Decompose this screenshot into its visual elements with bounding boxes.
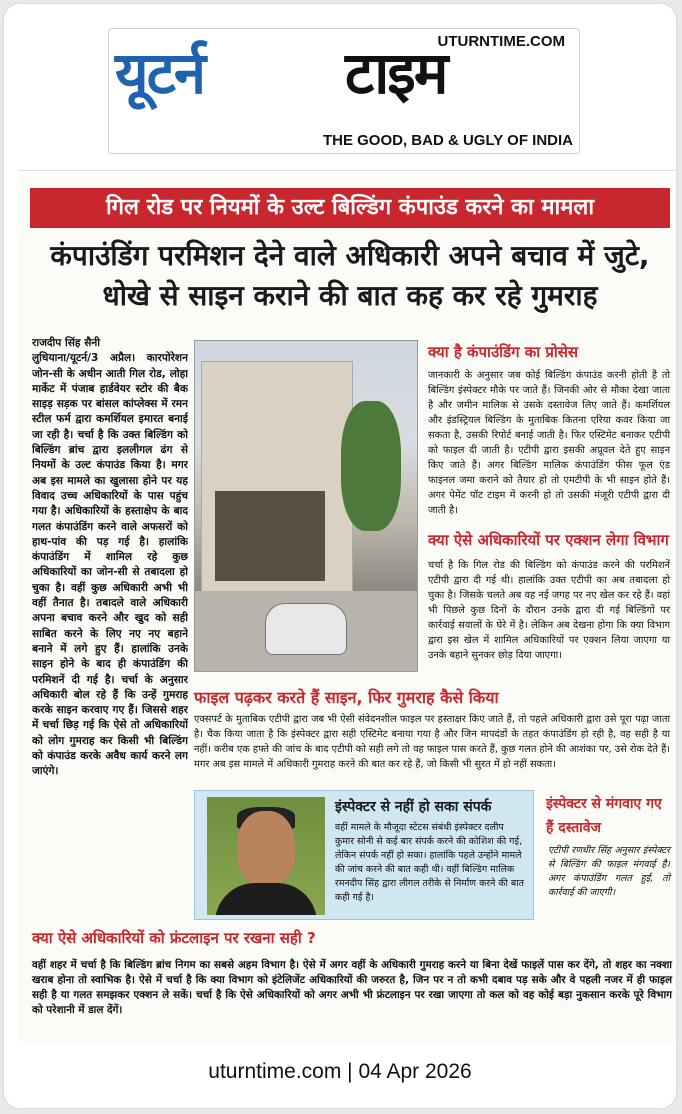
building-photo [194, 340, 418, 672]
section-title-compounding-process: क्या है कंपाउंडिंग का प्रोसेस [428, 343, 579, 361]
portrait-photo [207, 797, 325, 915]
masthead-tagline: THE GOOD, BAD & UGLY OF INDIA [322, 132, 573, 149]
article-body-text: कारपोरेशन जोन-सी के अधीन आती गिल रोड, लोहा मार्केट में पंजाब हार्डवेयर स्टोर की बैक साइड़ सड़क पर बांसल कांप्लेक्स में रमन स्टील फर्म द्वारा कमर्शियल इमारत बनाई जा रही है। चर्चा है कि उक्त बिल्डिंग को बिल्डिंग ब्रांच द्वारा इललीगल ढंग से नियमों के उल्ट कंपाउंड किया है। मगर अब इस मामले का खुलासा होने पर यह विवाद उच्च अधिकारियों के पास पहुंच गया है। अधिकारियों के हस्ताक्षेप के बाद गलत कंपाउंडिंग करने वाले अफसरों को हाथ-पांव की पड़ गई है। हालांकि कंपाउंडिंग में शामिल रहे कुछ अधिकारियों का जोन-सी से तबादला हो चुका है। वहीं कुछ अधिकारी अभी भी वहीं तैनात है। तबादले वाले अधिकारी अपना बचाव करने और खुद को सही साबित करने के लिए नए नए बहाने बनाने में लगे हुए हैं। हालांकि उनके साइन होने के बाद ही कंपाउंडिंग की परमिशनें दी गई है। चर्चा के अनुसार अधिकारी बोल रहे हैं कि उन्हें गुमराह करके साइन करवाए गए हैं। जिससे शहर में चर्चा छिड़ गई कि ऐसे तो अधिकारियों को लोग गुमराह कर किसी भी बिल्डिंग को कंपाउंड करके अवैध कार्य करने लग जाएंगे। [32, 352, 188, 778]
section-text-frontline: वहीं शहर में चर्चा है कि बिल्डिंग ब्रांच निगम का सबसे अहम विभाग है। ऐसे में अगर वहीं के अधिकारी गुमराह करने या बिना देखें फाइलें पास कर देंगे, तो शहर का नक्शा खराब होना तो स्वाभिक है। ऐसे में चर्चा है कि क्या विभाग को इंटेलिजेंट अधिकारियों की जरुरत है, जिन पर न तो कभी दबाव पड़ सके और वे पहली नजर में ही फाइल सही है या गलत समझकर एक्शन ले सकें। चर्चा है कि ऐसे अधिकारियों को अगर अभी भी फ्रंटलाइन पर रखा जाएगा तो कल को वह कोई बड़ा नुकसान करके पूरे विभाग को परेशानी में डाल देंगें। [32, 959, 672, 1016]
newspaper-clipping [18, 176, 676, 1042]
masthead-name-part-1: यूटर्न [115, 39, 205, 107]
masthead-name-part-2: टाइम [345, 39, 447, 107]
section-title-frontline: क्या ऐसे अधिकारियों को फ्रंटलाइन पर रखना सही ? [32, 929, 316, 947]
article-byline: राजदीप सिंह सैनी [32, 337, 101, 349]
inspector-box-text: वहीं मामले के मौजूदा स्टेटस संबंधी इंस्पेक्टर दलीप कुमार सोनी से कई बार संपर्क करने की कोशिश की गई, लेकिन संपर्क नहीं हो सका। हालांकि पहले उन्होंने मामले की जांच करने की बात कही थी। वहीं बिल्डिंग मालिक रमनदीप सिंह द्वारा लीगल तरीके से निर्माण करने की बात कही गई है। [335, 822, 525, 903]
masthead-logo [108, 28, 580, 154]
section-text-compounding-process: जानकारी के अनुसार जब कोई बिल्डिंग कंपाउंड करनी होती है तो बिल्डिंग इंस्पेक्टर मौके पर जाते हैं। जिनकी ओर से मौका देखा जाता है और जमीन मालिक से उसके दस्तावेज लिए जाते हैं। कमर्शियल और इंडस्ट्रियल बिल्डिंग के मुताबिक कितना एरिया कवर किया जा सकता है, उसकी रिपोर्ट बनाई जाती है। फिर एस्टिमेट बनाकर एटीपी को फाइल दी जाती है। एटीपी द्वारा इसकी अप्रूवल देते हुए साइन किए जाते हैं। अगर बिल्डिंग मालिक कंपाउंडिंग फीस फूल एंड फाइनल जमा कराने को तैयार हो तो एमटीपी के भी साइन होते हैं। अगर पेमेंट पॉट टाइम में करनी हो तो उसकी मंजूरी एटीपी द्वारा दी जाती है। [428, 370, 670, 516]
section-title-file-signing: फाइल पढ़कर करते हैं साइन, फिर गुमराह कैसे किया [194, 688, 499, 707]
portrait-body-shape [215, 883, 317, 915]
photo-tree-shape [341, 401, 401, 531]
article-kicker: गिल रोड पर नियमों के उल्ट बिल्डिंग कंपाउंड करने का मामला [30, 188, 670, 228]
section-text-action: चर्चा है कि गिल रोड की बिल्डिंग को कंपाउंड करने की परमिशनें एटीपी द्वारा दी गई थी। हालांकि उक्त एटीपी का अब तबादला हो चुका है। जिसके चलते अब वह नई जगह पर नए खेल कर रहे हैं। वहां भी पिछले कुछ दिनों के दौरान उनके द्वारा दी गई बिल्डिंगों पर कार्रवाई सवालों के घेरे में है। लेकिन अब देखना होगा कि क्या विभाग द्वारा इस खेल में शामिल अधिकारियों पर एक्शन लिया जाएगा या उनके बहाने सुनकर छोड़ दिया जाएगा। [428, 560, 670, 661]
article-dateline: लुधियाना/यूटर्न/3 अप्रैल। [32, 352, 136, 365]
inspector-box-title: इंस्पेक्टर से नहीं हो सका संपर्क [335, 799, 492, 815]
article-headline: कंपाउंडिंग परमिशन देने वाले अधिकारी अपने बचाव में जुटे, धोखे से साइन कराने की बात कह कर रहे गुमराह [50, 239, 650, 312]
footer-source-date: uturntime.com | 04 Apr 2026 [208, 1060, 472, 1083]
divider [18, 170, 676, 171]
section-text-file-signing: एक्सपर्ट के मुताबिक एटीपी द्वारा जब भी ऐसी संवेदनशील फाइल पर हस्ताक्षर किए जाते हैं, तो पहले अधिकारी द्वारा उसे पूरा पढ़ा जाता है। चैक किया जाता है कि इंस्पेक्टर द्वारा सही एस्टिमेट बनाया गया है और जिन मापदंडों के तहत कंपाउंडिंग हो रही है, वह सही है या नहीं। करीब एक हफ्ते की जांच के बाद एटीपी को सही लगे तो वह फाइल पास करते हैं, कुछ गलत होने की आशंका पर, उसे रोक देते हैं। मगर अब इस मामले में अधिकारी गुमराह करने की बात कर रहे हैं, जो किसी भी सुरत में हो नहीं सकता। [194, 714, 670, 770]
footer [4, 1042, 676, 1108]
portrait-face-shape [237, 811, 295, 885]
section-text-documents: एटीपी रणधीर सिंह अनुसार इंस्पेक्टर से बिल्डिंग की फाइल मंगवाई है। अगर कंपाउंडिंग गलत हुई, तो कार्रवाई की जाएगी। [548, 845, 670, 898]
masthead-site: UTURNTIME.COM [437, 33, 565, 50]
photo-scooter-shape [265, 603, 347, 655]
photo-shutter-shape [215, 491, 325, 581]
inspector-box [194, 790, 534, 920]
section-title-action: क्या ऐसे अधिकारियों पर एक्शन लेगा विभाग [428, 531, 669, 549]
article-body-left [32, 336, 188, 936]
share-card [4, 4, 676, 1108]
section-title-documents: इंस्पेक्टर से मंगवाए गए हैं दस्तावेज [546, 796, 662, 836]
